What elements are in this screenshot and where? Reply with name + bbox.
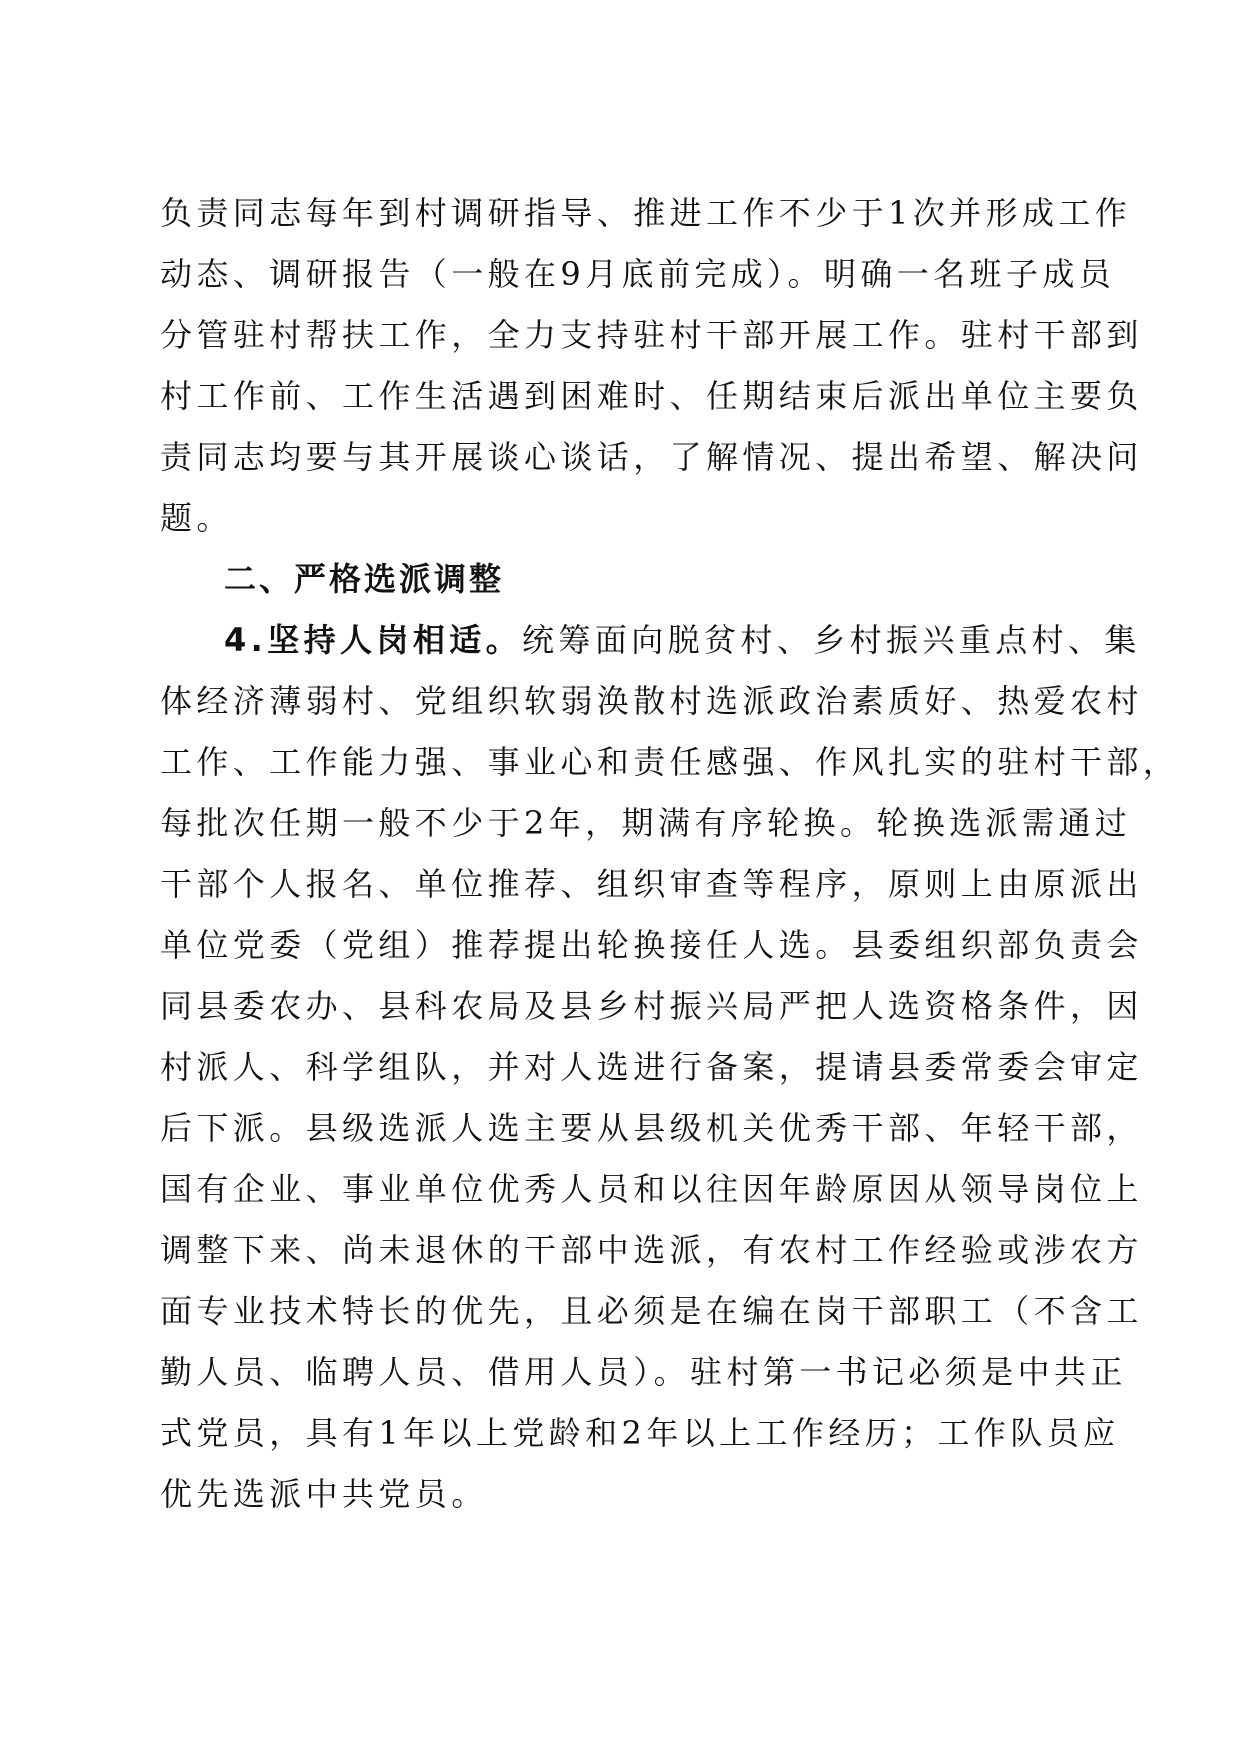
item-lead-title: 4.坚持人岗相适。 [224, 621, 523, 659]
text-line: 调整下来、尚未退休的干部中选派，有农村工作经验或涉农方 [160, 1231, 1143, 1269]
text-line: 勤人员、临聘人员、借用人员）。驻村第一书记必须是中共正 [160, 1353, 1127, 1391]
text-line: 每批次任期一般不少于2年，期满有序轮换。轮换选派需通过 [160, 804, 1132, 842]
item-lead-rest: 统筹面向脱贫村、乡村振兴重点村、集 [522, 621, 1141, 659]
text-line: 责同志均要与其开展谈心谈话，了解情况、提出希望、解决问 [160, 438, 1143, 476]
text-line: 优先选派中共党员。 [160, 1475, 488, 1513]
text-line: 村派人、科学组队，并对人选进行备案，提请县委常委会审定 [160, 1048, 1143, 1086]
text-line: 动态、调研报告（一般在9月底前完成）。明确一名班子成员 [160, 255, 1116, 293]
text-line: 同县委农办、县科农局及县乡村振兴局严把人选资格条件，因 [160, 987, 1143, 1025]
text-line: 国有企业、事业单位优秀人员和以往因年龄原因从领导岗位上 [160, 1170, 1143, 1208]
section-heading: 二、严格选派调整 [224, 560, 505, 598]
text-line: 负责同志每年到村调研指导、推进工作不少于1次并形成工作 [160, 194, 1132, 232]
text-line: 干部个人报名、单位推荐、组织审查等程序，原则上由原派出 [160, 865, 1143, 903]
paragraph-first-line [160, 610, 1141, 671]
text-line: 村工作前、工作生活遇到困难时、任期结束后派出单位主要负 [160, 377, 1143, 415]
text-line: 分管驻村帮扶工作，全力支持驻村干部开展工作。驻村干部到 [160, 316, 1143, 354]
text-line: 题。 [160, 499, 233, 537]
text-line: 后下派。县级选派人选主要从县级机关优秀干部、年轻干部， [160, 1109, 1143, 1147]
text-line: 单位党委（党组）推荐提出轮换接任人选。县委组织部负责会 [160, 926, 1143, 964]
text-line: 面专业技术特长的优先，且必须是在编在岗干部职工（不含工 [160, 1292, 1143, 1330]
document-body [160, 183, 1180, 1525]
text-line: 式党员，具有1年以上党龄和2年以上工作经历；工作队员应 [160, 1414, 1120, 1452]
text-line: 工作、工作能力强、事业心和责任感强、作风扎实的驻村干部， [160, 743, 1180, 781]
text-line: 体经济薄弱村、党组织软弱涣散村选派政治素质好、热爱农村 [160, 682, 1143, 720]
